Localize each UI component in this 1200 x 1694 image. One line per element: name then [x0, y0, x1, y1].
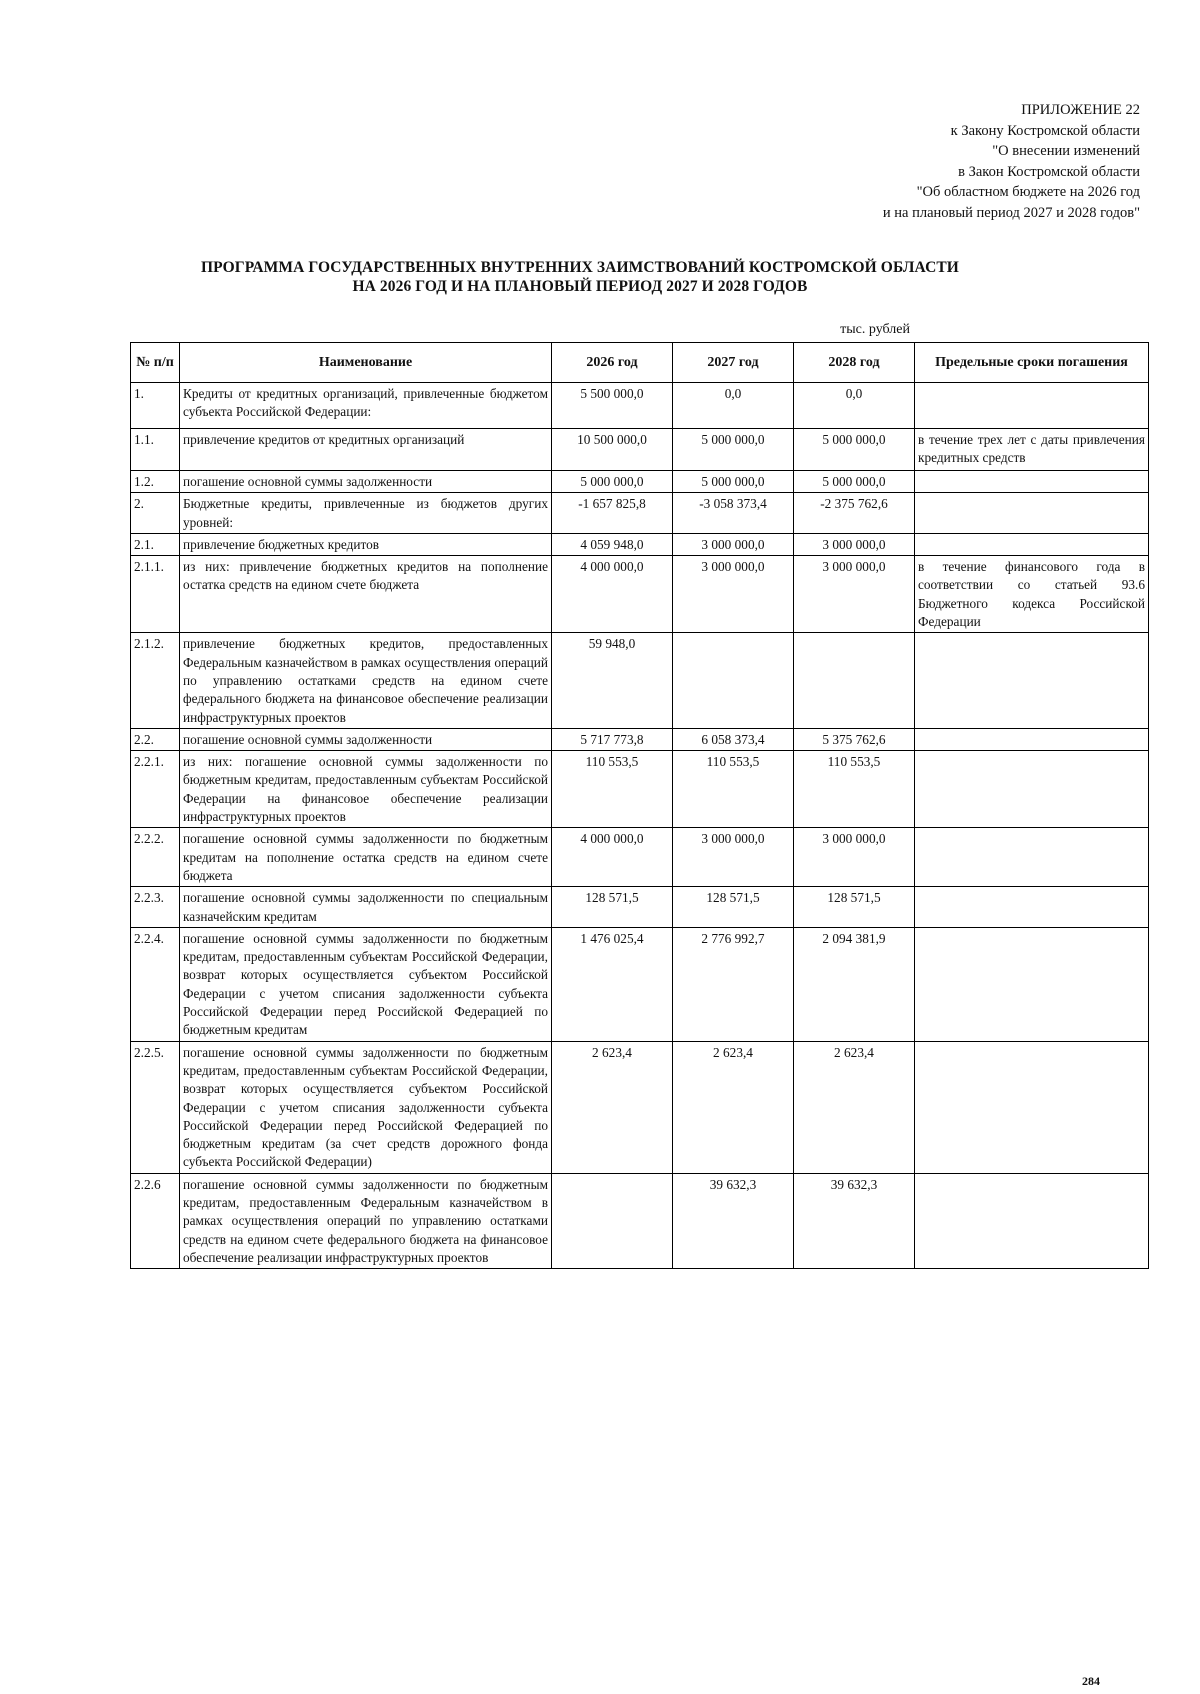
cell-term [915, 751, 1149, 828]
annex-line: "О внесении изменений [992, 143, 1140, 160]
cell-num: 2.1.2. [131, 633, 180, 728]
cell-term [915, 927, 1149, 1041]
annex-line: "Об областном бюджете на 2026 год [916, 184, 1140, 201]
annex-line: в Закон Костромской области [958, 163, 1140, 180]
table-row [131, 828, 1149, 887]
cell-term: в течение финансового года в соответствии со статьей 93.6 Бюджетного кодекса Российской Федерации [915, 556, 1149, 633]
cell-num: 1.2. [131, 471, 180, 493]
cell-2028: 5 375 762,6 [794, 728, 915, 750]
table-row [131, 383, 1149, 429]
cell-name: из них: привлечение бюджетных кредитов на пополнение остатка средств на едином счете бюджета [180, 556, 552, 633]
annex-line: к Закону Костромской области [950, 122, 1140, 139]
cell-2028: 2 094 381,9 [794, 927, 915, 1041]
annex-line: ПРИЛОЖЕНИЕ 22 [1021, 102, 1140, 118]
table-row [131, 533, 1149, 555]
table-row [131, 728, 1149, 750]
cell-2028: 5 000 000,0 [794, 471, 915, 493]
cell-2026: 4 059 948,0 [552, 533, 673, 555]
cell-name: погашение основной суммы задолженности по бюджетным кредитам, предоставленным субъектам Российской Федерации, возврат которых осуществляется субъектом Российской Федерации с учетом списания задолженности субъекта Российской Федерации перед Российской Федерацией по бюджетным кредитам [180, 927, 552, 1041]
page-number: 284 [1082, 1674, 1100, 1688]
cell-2027: 39 632,3 [673, 1173, 794, 1268]
cell-2026: 128 571,5 [552, 887, 673, 928]
cell-2027: 3 000 000,0 [673, 533, 794, 555]
cell-2026: 59 948,0 [552, 633, 673, 728]
header-name: Наименование [180, 343, 552, 383]
cell-2027: 128 571,5 [673, 887, 794, 928]
units-label: тыс. рублей [840, 322, 910, 337]
cell-2028 [794, 633, 915, 728]
header-num: № п/п [131, 343, 180, 383]
table-row [131, 927, 1149, 1041]
cell-num: 2.1.1. [131, 556, 180, 633]
borrowing-program-table [130, 342, 1149, 1269]
table-row [131, 633, 1149, 728]
cell-2027: 5 000 000,0 [673, 429, 794, 471]
cell-2027: -3 058 373,4 [673, 493, 794, 534]
cell-num: 2.2.4. [131, 927, 180, 1041]
cell-term [915, 533, 1149, 555]
cell-term [915, 383, 1149, 429]
cell-2028: 2 623,4 [794, 1041, 915, 1173]
cell-2027: 5 000 000,0 [673, 471, 794, 493]
cell-2028: 110 553,5 [794, 751, 915, 828]
cell-num: 2.1. [131, 533, 180, 555]
cell-2026 [552, 1173, 673, 1268]
cell-num: 2.2.6 [131, 1173, 180, 1268]
cell-term [915, 471, 1149, 493]
cell-2028: 3 000 000,0 [794, 533, 915, 555]
table-row [131, 1041, 1149, 1173]
header-2027: 2027 год [673, 343, 794, 383]
cell-name: погашение основной суммы задолженности [180, 728, 552, 750]
cell-num: 1.1. [131, 429, 180, 471]
cell-2028: 3 000 000,0 [794, 828, 915, 887]
cell-name: погашение основной суммы задолженности по бюджетным кредитам, предоставленным Федеральным казначейством в рамках осуществления операций по управлению остатками средств на едином счете федерального бюджета на финансовое обеспечение реализации инфраструктурных проектов [180, 1173, 552, 1268]
cell-name: погашение основной суммы задолженности по бюджетным кредитам, предоставленным субъектам Российской Федерации, возврат которых осуществляется субъектом Российской Федерации с учетом списания задолженности субъекта Российской Федерации перед Российской Федерацией по бюджетным кредитам (за счет средств дорожного фонда субъекта Российской Федерации) [180, 1041, 552, 1173]
cell-2026: 5 717 773,8 [552, 728, 673, 750]
document-title-line2: НА 2026 ГОД И НА ПЛАНОВЫЙ ПЕРИОД 2027 И 2028 ГОДОВ [352, 278, 808, 295]
cell-2026: 110 553,5 [552, 751, 673, 828]
cell-name: погашение основной суммы задолженности по бюджетным кредитам на пополнение остатка средств на едином счете бюджета [180, 828, 552, 887]
cell-term [915, 633, 1149, 728]
cell-2027: 0,0 [673, 383, 794, 429]
cell-2028: -2 375 762,6 [794, 493, 915, 534]
document-title [140, 258, 1020, 296]
annex-header [760, 100, 1140, 224]
cell-term [915, 1041, 1149, 1173]
cell-num: 2.2.1. [131, 751, 180, 828]
cell-2028: 39 632,3 [794, 1173, 915, 1268]
cell-2028: 128 571,5 [794, 887, 915, 928]
cell-2027: 110 553,5 [673, 751, 794, 828]
cell-num: 2.2. [131, 728, 180, 750]
cell-2026: 10 500 000,0 [552, 429, 673, 471]
table-row [131, 429, 1149, 471]
cell-2026: 4 000 000,0 [552, 828, 673, 887]
cell-term [915, 887, 1149, 928]
cell-num: 2.2.5. [131, 1041, 180, 1173]
cell-2027: 3 000 000,0 [673, 556, 794, 633]
cell-num: 1. [131, 383, 180, 429]
table-row [131, 471, 1149, 493]
cell-num: 2.2.2. [131, 828, 180, 887]
cell-term [915, 828, 1149, 887]
table-row [131, 1173, 1149, 1268]
cell-2027: 6 058 373,4 [673, 728, 794, 750]
annex-line: и на плановый период 2027 и 2028 годов" [882, 204, 1140, 221]
cell-term [915, 493, 1149, 534]
cell-2028: 5 000 000,0 [794, 429, 915, 471]
cell-name: Кредиты от кредитных организаций, привлеченные бюджетом субъекта Российской Федерации: [180, 383, 552, 429]
cell-term [915, 728, 1149, 750]
cell-term: в течение трех лет с даты привлечения кредитных средств [915, 429, 1149, 471]
document-title-line1: ПРОГРАММА ГОСУДАРСТВЕННЫХ ВНУТРЕННИХ ЗАИМСТВОВАНИЙ КОСТРОМСКОЙ ОБЛАСТИ [201, 259, 959, 276]
cell-2026: 2 623,4 [552, 1041, 673, 1173]
cell-2028: 0,0 [794, 383, 915, 429]
cell-num: 2.2.3. [131, 887, 180, 928]
cell-num: 2. [131, 493, 180, 534]
cell-2026: 5 500 000,0 [552, 383, 673, 429]
table-header-row [131, 343, 1149, 383]
cell-2026: 5 000 000,0 [552, 471, 673, 493]
table-row [131, 887, 1149, 928]
table-row [131, 751, 1149, 828]
cell-name: из них: погашение основной суммы задолженности по бюджетным кредитам, предоставленным субъектам Российской Федерации на финансовое обеспечение реализации инфраструктурных проектов [180, 751, 552, 828]
cell-2027 [673, 633, 794, 728]
header-2028: 2028 год [794, 343, 915, 383]
cell-2027: 2 623,4 [673, 1041, 794, 1173]
cell-2026: 4 000 000,0 [552, 556, 673, 633]
cell-term [915, 1173, 1149, 1268]
cell-2027: 3 000 000,0 [673, 828, 794, 887]
cell-2028: 3 000 000,0 [794, 556, 915, 633]
cell-name: Бюджетные кредиты, привлеченные из бюджетов других уровней: [180, 493, 552, 534]
header-2026: 2026 год [552, 343, 673, 383]
cell-name: погашение основной суммы задолженности по специальным казначейским кредитам [180, 887, 552, 928]
cell-2026: 1 476 025,4 [552, 927, 673, 1041]
cell-name: привлечение кредитов от кредитных организаций [180, 429, 552, 471]
cell-name: привлечение бюджетных кредитов [180, 533, 552, 555]
header-term: Предельные сроки погашения [915, 343, 1149, 383]
cell-2026: -1 657 825,8 [552, 493, 673, 534]
table-row [131, 556, 1149, 633]
cell-2027: 2 776 992,7 [673, 927, 794, 1041]
cell-name: привлечение бюджетных кредитов, предоставленных Федеральным казначейством в рамках осуществления операций по управлению остатками средств на едином счете федерального бюджета на финансовое обеспечение реализации инфраструктурных проектов [180, 633, 552, 728]
table-row [131, 493, 1149, 534]
cell-name: погашение основной суммы задолженности [180, 471, 552, 493]
